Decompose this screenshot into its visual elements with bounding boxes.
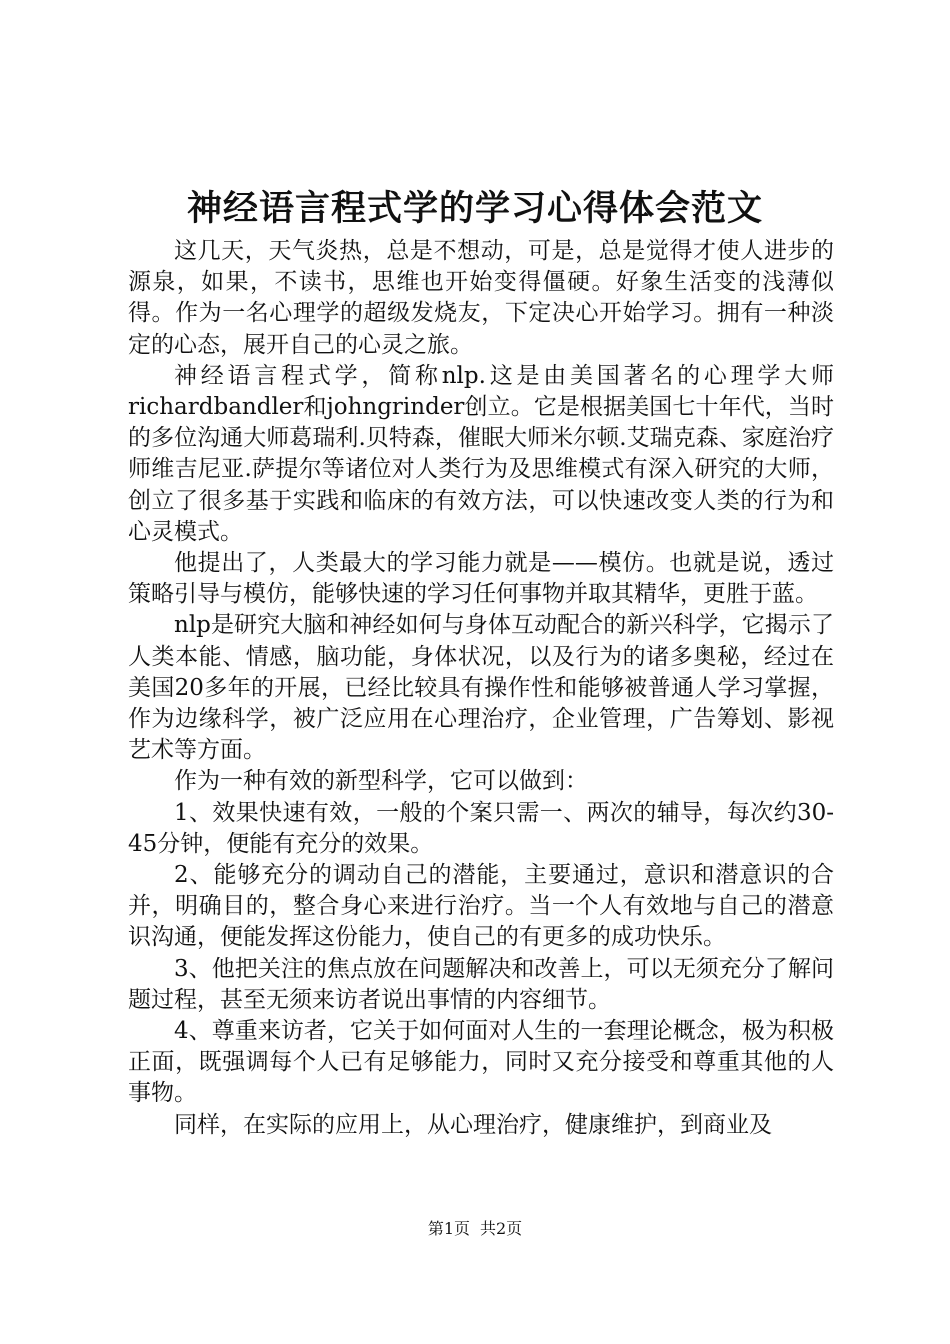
paragraph-applications: 同样，在实际的应用上，从心理治疗，健康维护，到商业及 — [174, 1111, 772, 1138]
paragraph-nlp-definition: 神经语言程式学，简称nlp.这是由美国著名的心理学大师richardbandler和johngrinder创立。它是根据美国七十年代，当时的多位沟通大师葛瑞利.贝特森，催眠大师米尔顿.艾瑞克森、家庭治疗师维吉尼亚.萨提尔等诸位对人类行为及思维模式有深入研究的大师，创立了很多基于实践和临床的有效方法，可以快速改变人类的行为和心灵模式。 — [128, 362, 834, 545]
page-footer — [0, 1218, 950, 1240]
paragraph-imitation: 他提出了，人类最大的学习能力就是——模仿。也就是说，透过策略引导与模仿，能够快速的学习任何事物并取其精华，更胜于蓝。 — [128, 550, 834, 608]
list-item-1: 1、效果快速有效，一般的个案只需一、两次的辅导，每次约30-45分钟，便能有充分的效果。 — [128, 799, 834, 857]
list-item-4: 4、尊重来访者，它关于如何面对人生的一套理论概念，极为积极正面，既强调每个人已有足够能力，同时又充分接受和尊重其他的人事物。 — [128, 1018, 834, 1107]
paragraph-intro: 这几天，天气炎热，总是不想动，可是，总是觉得才使人进步的源泉，如果，不读书，思维也开始变得僵硬。好象生活变的浅薄似得。作为一名心理学的超级发烧友，下定决心开始学习。拥有一种淡定的心态，展开自己的心灵之旅。 — [128, 238, 834, 358]
list-item-3: 3、他把关注的焦点放在问题解决和改善上，可以无须充分了解问题过程，甚至无须来访者说出事情的内容细节。 — [128, 955, 834, 1013]
list-item-2: 2、能够充分的调动自己的潜能，主要通过，意识和潜意识的合并，明确目的，整合身心来进行治疗。当一个人有效地与自己的潜意识沟通，便能发挥这份能力，使自己的有更多的成功快乐。 — [128, 862, 834, 951]
paragraph-capabilities-intro: 作为一种有效的新型科学，它可以做到： — [174, 768, 588, 795]
paragraph-nlp-science: nlp是研究大脑和神经如何与身体互动配合的新兴科学，它揭示了人类本能、情感，脑功能，身体状况，以及行为的诸多奥秘，经过在美国20多年的开展，已经比较具有操作性和能够被普通人学习掌握，作为边缘科学，被广泛应用在心理治疗，企业管理，广告筹划、影视艺术等方面。 — [128, 612, 834, 764]
document-title: 神经语言程式学的学习心得体会范文 — [186, 188, 763, 229]
document-body — [128, 236, 834, 1141]
page-number: 第1页 — [427, 1219, 470, 1238]
page-total: 共2页 — [480, 1219, 523, 1238]
